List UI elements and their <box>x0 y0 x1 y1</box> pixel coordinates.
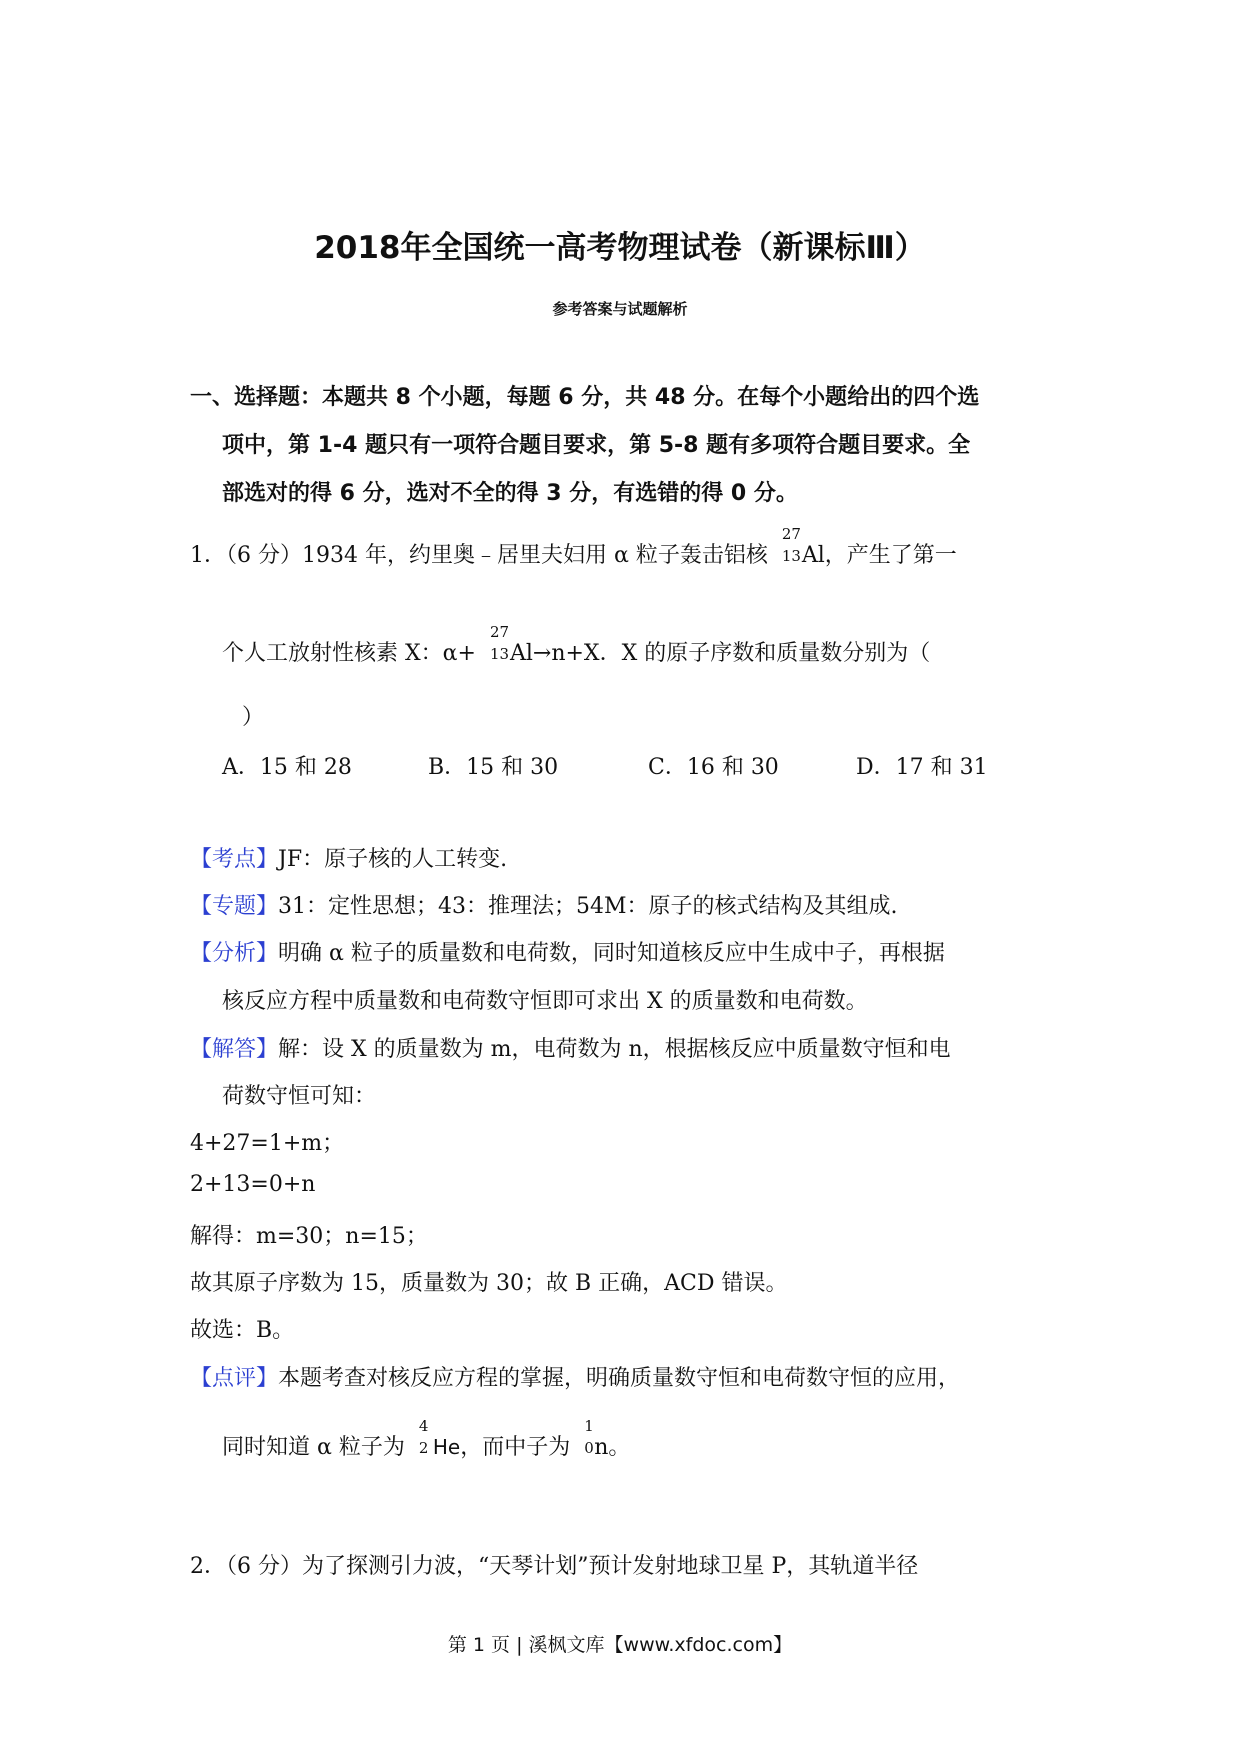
dianping-text-2a: 同时知道 α 粒子为 <box>222 1435 405 1460</box>
equation-2: 2+13=0+n <box>190 1172 316 1197</box>
jieda-line-2: 荷数守恒可知： <box>222 1084 377 1109</box>
nuclide-he <box>418 1417 461 1460</box>
nuclide-al-atomic: 13 <box>781 547 801 565</box>
jieda-tag: 【解答】 <box>190 1037 279 1062</box>
question-1-line-2 <box>222 623 931 667</box>
jieda-text-1: 解：设 X 的质量数为 m，电荷数为 n，根据核反应中质量数守恒和电 <box>278 1037 951 1062</box>
zhuanti-text: 31：定性思想；43：推理法；54M：原子的核式结构及其组成. <box>278 894 898 919</box>
question-1-line-1 <box>190 525 957 569</box>
dianping-tag: 【点评】 <box>190 1366 279 1391</box>
section-heading-line-3: 部选对的得 6 分，选对不全的得 3 分，有选错的得 0 分。 <box>222 481 798 506</box>
fenxi-line-2: 核反应方程中质量数和电荷数守恒即可求出 X 的质量数和电荷数。 <box>222 989 868 1014</box>
answer-choice: 故选：B。 <box>190 1318 295 1343</box>
nuclide-al <box>781 525 825 568</box>
nuclide-al-reaction-mass: 27 <box>489 623 510 641</box>
question-2-text: （6 分）为了探测引力波，“天琴计划”预计发射地球卫星 P，其轨道半径 <box>226 1554 919 1579</box>
fenxi-line-1 <box>190 936 945 967</box>
page-subtitle: 参考答案与试题解析 <box>552 300 688 318</box>
option-b: B．15 和 30 <box>428 755 559 780</box>
section-heading-line-1: 一、选择题：本题共 8 个小题，每题 6 分，共 48 分。在每个小题给出的四个选 <box>190 385 980 410</box>
nuclide-n <box>584 1417 609 1460</box>
option-d: D．17 和 31 <box>856 755 988 780</box>
dianping-text-2b: ，而中子为 <box>460 1435 571 1460</box>
nuclide-n-mass: 1 <box>584 1417 594 1435</box>
question-2-line-1 <box>190 1549 918 1580</box>
page-footer: 第 1 页 | 溪枫文库【www.xfdoc.com】 <box>447 1634 793 1656</box>
equation-3: 解得：m=30；n=15； <box>190 1224 428 1249</box>
question-1-head-tail: ，产生了第一 <box>824 543 957 568</box>
fenxi-text-1: 明确 α 粒子的质量数和电荷数，同时知道核反应中生成中子，再根据 <box>278 941 945 966</box>
section-heading-line-2: 项中，第 1-4 题只有一项符合题目要求，第 5-8 题有多项符合题目要求。全 <box>222 433 971 458</box>
dianping-line-1 <box>190 1361 960 1392</box>
zhuanti-line <box>190 889 898 920</box>
nuclide-al-symbol: Al <box>801 543 825 568</box>
question-1-line-3: ） <box>242 705 265 730</box>
question-1-number: 1． <box>190 543 226 568</box>
question-2-number: 2． <box>190 1554 226 1579</box>
jieda-line-1 <box>190 1032 951 1063</box>
dianping-text-1: 本题考查对核反应方程的掌握，明确质量数守恒和电荷数守恒的应用， <box>278 1366 961 1391</box>
kaodian-text: JF：原子核的人工转变. <box>278 847 508 872</box>
nuclide-al-mass: 27 <box>781 525 801 543</box>
kaodian-tag: 【考点】 <box>190 847 279 872</box>
equation-1: 4+27=1+m； <box>190 1131 345 1156</box>
question-1-head: （6 分）1934 年，约里奥﹣居里夫妇用 α 粒子轰击铝核 <box>226 543 768 568</box>
nuclide-he-symbol: He <box>432 1435 461 1459</box>
dianping-text-2c: 。 <box>608 1435 631 1460</box>
nuclide-al-reaction-atomic: 13 <box>489 645 510 663</box>
conclusion: 故其原子序数为 15，质量数为 30；故 B 正确，ACD 错误。 <box>190 1271 788 1296</box>
nuclide-he-mass: 4 <box>418 1417 429 1435</box>
question-1-line-2-start: 个人工放射性核素 X：α+ <box>222 641 476 666</box>
zhuanti-tag: 【专题】 <box>190 894 279 919</box>
nuclide-n-symbol: n <box>594 1435 609 1460</box>
page-title: 2018年全国统一高考物理试卷（新课标Ⅲ） <box>314 230 926 266</box>
option-c: C．16 和 30 <box>648 755 779 780</box>
option-a: A．15 和 28 <box>222 755 352 780</box>
nuclide-al-reaction-symbol: Al <box>509 641 533 666</box>
kaodian-line <box>190 842 507 873</box>
fenxi-tag: 【分析】 <box>190 941 279 966</box>
nuclide-al-reaction <box>489 623 533 666</box>
question-1-reaction: →n+X．X 的原子序数和质量数分别为（ <box>532 641 931 666</box>
dianping-line-2 <box>222 1417 631 1461</box>
nuclide-he-atomic: 2 <box>418 1439 429 1457</box>
nuclide-n-atomic: 0 <box>584 1439 594 1457</box>
